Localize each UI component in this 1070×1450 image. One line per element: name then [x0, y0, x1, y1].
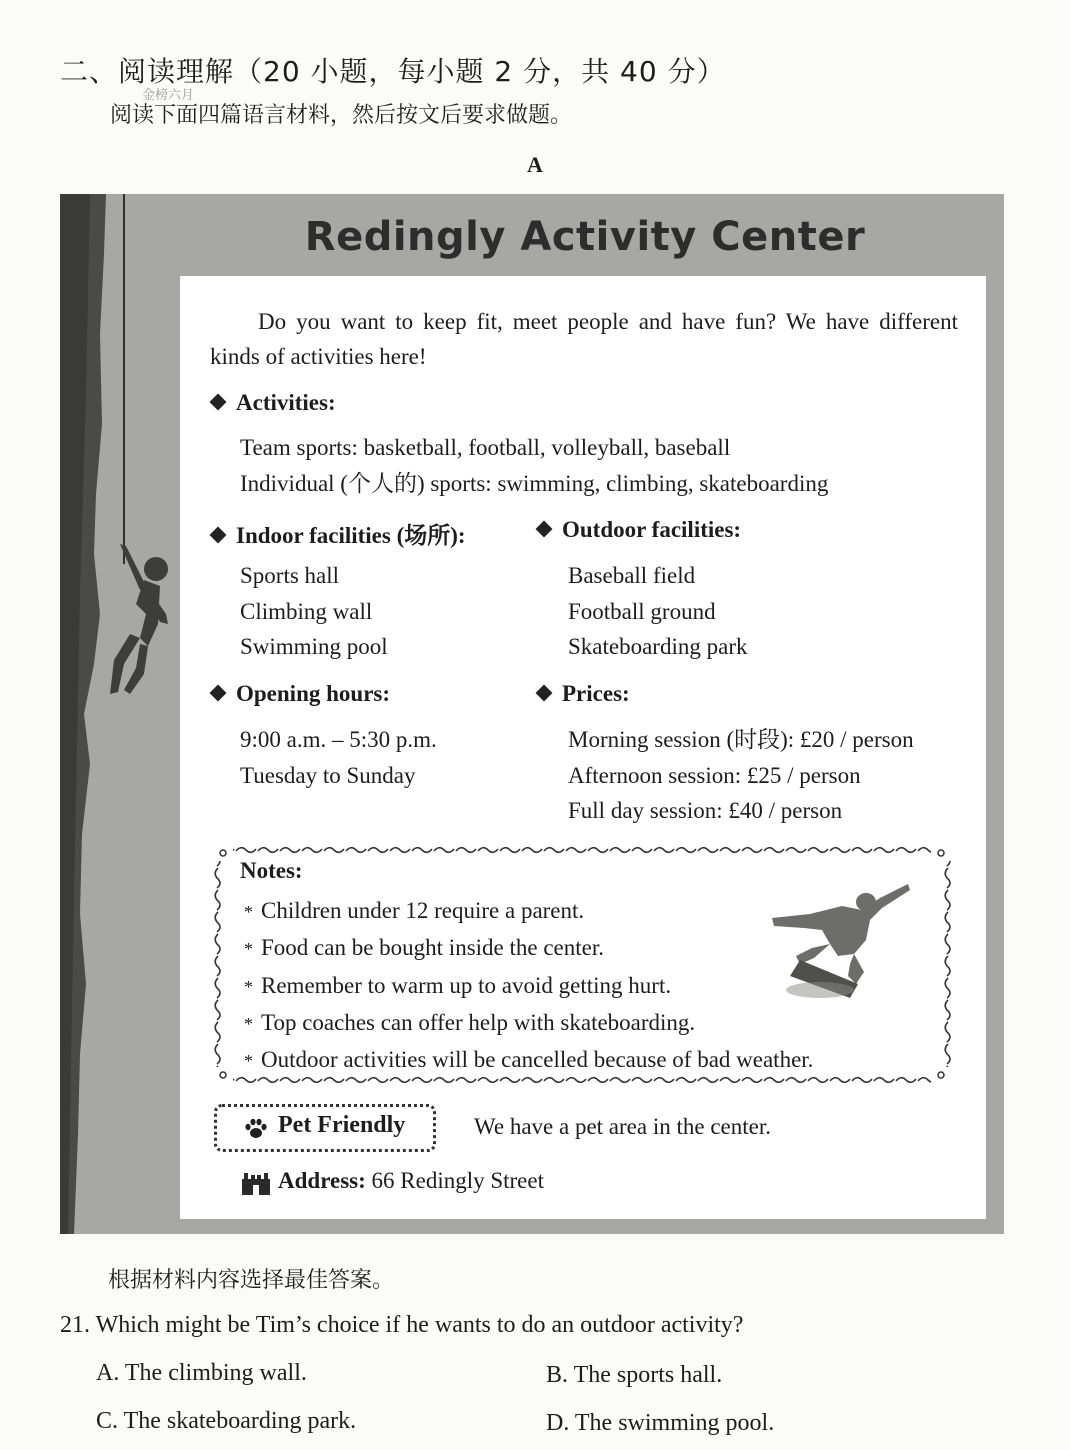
note-item: * Outdoor activities will be cancelled because of bad weather.: [244, 1047, 814, 1073]
outdoor-list: [568, 558, 747, 665]
outdoor-item: Skateboarding park: [568, 634, 748, 659]
watermark: 金榜六月: [142, 88, 195, 103]
note-text: Top coaches can offer help with skateboarding.: [261, 1009, 696, 1035]
climber-silhouette: [60, 194, 170, 1234]
note-item: * Children under 12 require a parent.: [244, 898, 585, 923]
pet-friendly-label: Pet Friendly: [278, 1112, 406, 1138]
price-line: Morning session (时段): £20 / person: [568, 727, 914, 752]
notes-list: [244, 893, 813, 1079]
note-item: * Top coaches can offer help with skateboarding.: [244, 1009, 696, 1035]
note-item: * Remember to warm up to avoid getting hurt.: [244, 972, 672, 998]
paw-icon: [244, 1118, 268, 1140]
activities-heading: [212, 390, 336, 416]
notes-heading: Notes:: [240, 858, 303, 883]
address-value: 66 Redingly Street: [371, 1168, 544, 1193]
diamond-bullet-icon: [210, 527, 227, 544]
prices-list: [568, 722, 914, 829]
note-text: Children under 12 require a parent.: [261, 898, 585, 923]
instructions: 阅读下面四篇语言材料，然后按文后要求做题。: [110, 103, 573, 128]
poster-title: Redingly Activity Center: [304, 214, 866, 260]
question-instructions: 根据材料内容选择最佳答案。: [108, 1268, 395, 1293]
address-label: Address:: [278, 1168, 366, 1193]
option-a[interactable]: A. The climbing wall.: [96, 1360, 307, 1386]
question-21: 21. Which might be Tim’s choice if he wants to do an outdoor activity?: [60, 1312, 744, 1338]
indoor-list: [240, 558, 388, 665]
activities-list: [240, 430, 828, 501]
option-c[interactable]: C. The skateboarding park.: [96, 1408, 357, 1434]
option-b[interactable]: B. The sports hall.: [546, 1362, 723, 1388]
pet-friendly-text: We have a pet area in the center.: [474, 1114, 771, 1139]
note-item: * Food can be bought inside the center.: [244, 935, 605, 961]
note-text: Remember to warm up to avoid getting hurt.: [261, 972, 672, 998]
diamond-bullet-icon: [536, 521, 553, 538]
outdoor-item: Baseball field: [568, 563, 696, 588]
hours-heading: [212, 681, 390, 707]
skateboarder-silhouette: [770, 880, 910, 1005]
diamond-bullet-icon: [536, 685, 553, 702]
indoor-heading-text: Indoor facilities (场所):: [236, 523, 466, 548]
indoor-item: Sports hall: [240, 563, 340, 588]
activities-heading-text: Activities:: [236, 390, 336, 415]
poster-intro: Do you want to keep fit, meet people and have fun? We have different kinds of activities here!: [210, 309, 958, 369]
price-line: Full day session: £40 / person: [568, 798, 843, 823]
passage-letter: A: [527, 152, 543, 177]
hours-list: [240, 722, 437, 793]
outdoor-heading: [538, 517, 741, 543]
outdoor-heading-text: Outdoor facilities:: [562, 517, 742, 542]
section-title: 二、阅读理解（20 小题，每小题 2 分，共 40 分）: [60, 55, 726, 88]
indoor-heading: [212, 517, 466, 550]
diamond-bullet-icon: [210, 394, 227, 411]
note-text: Outdoor activities will be cancelled because of bad weather.: [261, 1047, 814, 1073]
address: [240, 1168, 544, 1194]
price-line: Afternoon session: £25 / person: [568, 762, 861, 788]
note-text: Food can be bought inside the center.: [261, 935, 605, 961]
indoor-item: Climbing wall: [240, 598, 373, 624]
diamond-bullet-icon: [210, 685, 227, 702]
option-d[interactable]: D. The swimming pool.: [546, 1410, 775, 1436]
activities-line: Team sports: basketball, football, volleyball, baseball: [240, 435, 731, 460]
indoor-item: Swimming pool: [240, 634, 388, 659]
hours-heading-text: Opening hours:: [236, 681, 391, 706]
hours-line: Tuesday to Sunday: [240, 762, 416, 788]
prices-heading: [538, 681, 630, 707]
hours-line: 9:00 a.m. – 5:30 p.m.: [240, 727, 437, 752]
activities-line: Individual (个人的) sports: swimming, climbing, skateboarding: [240, 470, 829, 496]
outdoor-item: Football ground: [568, 598, 716, 624]
prices-heading-text: Prices:: [562, 681, 630, 706]
